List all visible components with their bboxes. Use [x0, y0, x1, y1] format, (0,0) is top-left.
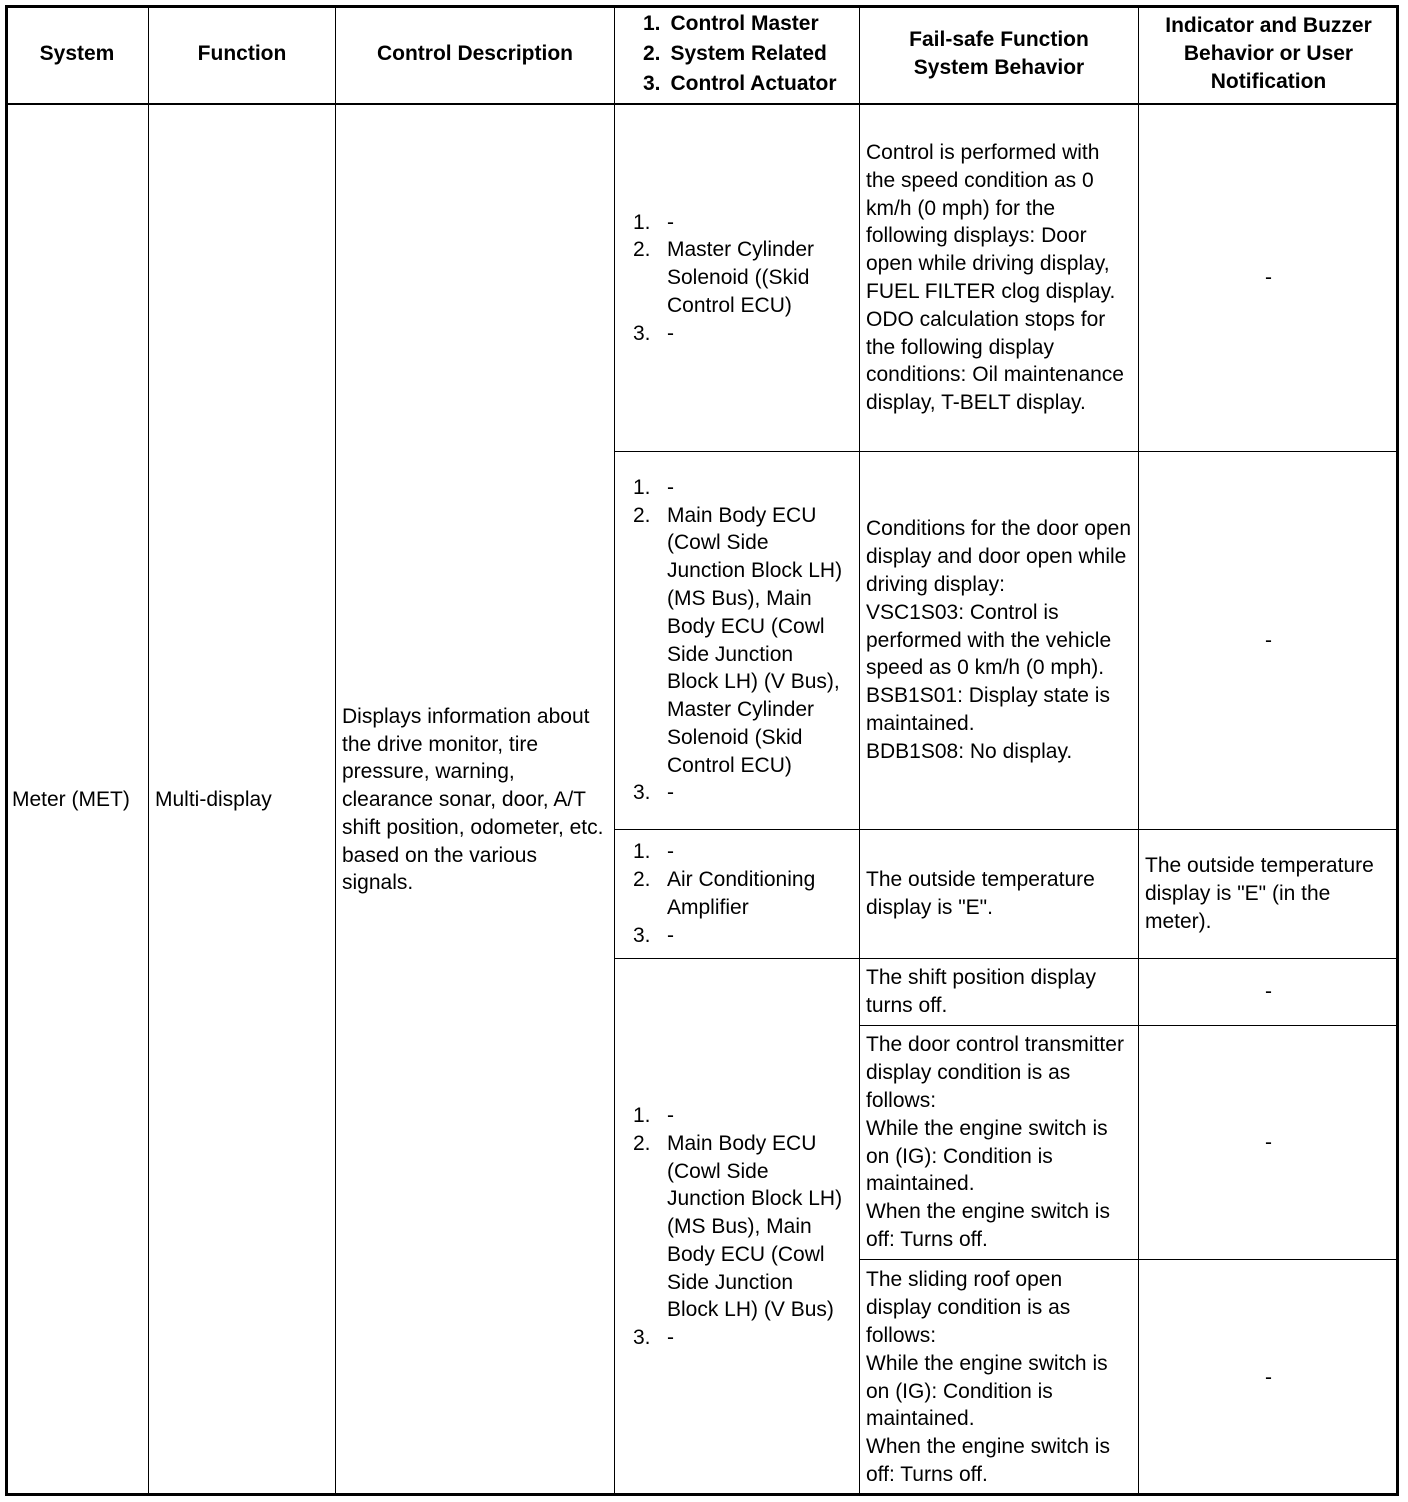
indicator-cell — [1139, 830, 1398, 958]
function-cell: Multi-display — [155, 788, 272, 812]
failsafe-line: The shift position display turns off. — [866, 966, 1096, 1017]
control-description-text: Displays information about the drive monitor, tire pressure, warning, clearance sonar, door, A/T shift position, odometer, etc. based on the various signals. — [342, 704, 604, 895]
header-system: System — [39, 42, 115, 66]
failsafe-line: Control is performed with the speed condition as 0 km/h (0 mph) for the following displays: Door open while driving display, FUEL FILTER clog display. — [866, 141, 1116, 303]
failsafe-cell — [860, 452, 1138, 829]
control-master: - — [667, 210, 674, 234]
failsafe-line: BDB1S08: No display. — [866, 739, 1073, 763]
failsafe-line: VSC1S03: Control is performed with the vehicle speed as 0 km/h (0 mph). — [866, 600, 1112, 680]
indicator-cell: - — [1265, 628, 1272, 652]
header-control-actuator: Control Actuator — [670, 72, 837, 95]
indicator-cell: - — [1265, 1365, 1272, 1389]
header-indicator: Indicator and Buzzer Behavior or User Notification — [1165, 14, 1372, 93]
system-related: Master Cylinder Solenoid ((Skid Control ECU) — [667, 238, 815, 317]
indicator-cell: - — [1265, 980, 1272, 1004]
control-list-cell: 1. - 2. Master Cylinder Solenoid ((Skid Control ECU) 3. - — [615, 105, 859, 451]
system-cell: Meter (MET) — [12, 788, 130, 812]
header-control-description: Control Description — [376, 42, 573, 66]
failsafe-line: Conditions for the door open display and door open while driving display: — [866, 517, 1132, 596]
failsafe-cell — [860, 959, 1138, 1025]
failsafe-line: While the engine switch is on (IG): Condition is maintained. — [866, 1351, 1108, 1431]
control-actuator: - — [667, 923, 674, 947]
failsafe-line: The sliding roof open display condition is as follows: — [866, 1268, 1071, 1347]
control-actuator: - — [667, 321, 674, 345]
system-related: Main Body ECU (Cowl Side Junction Block LH) (MS Bus), Main Body ECU (Cowl Side Junction Block LH) (V Bus) — [667, 1131, 843, 1322]
indicator-cell: - — [1265, 1130, 1272, 1154]
failsafe-line: When the engine switch is off: Turns off. — [866, 1435, 1110, 1486]
failsafe-line: ODO calculation stops for the following display conditions: Oil maintenance display, T-BELT display. — [866, 307, 1124, 415]
indicator-cell: - — [1265, 266, 1272, 290]
header-control-master: Control Master — [670, 12, 819, 35]
failsafe-cell — [860, 830, 1138, 958]
header-failsafe: Fail-safe Function System Behavior — [909, 28, 1089, 79]
failsafe-line: The door control transmitter display condition is as follows: — [866, 1033, 1124, 1112]
control-master: - — [667, 840, 674, 864]
header-control-list: 1. Control Master 2. System Related 3. Control Actuator — [615, 6, 859, 102]
header-function: Function — [197, 42, 287, 66]
failsafe-line: The outside temperature display is "E". — [866, 868, 1095, 919]
failsafe-cell — [860, 1260, 1138, 1495]
control-actuator: - — [667, 1326, 674, 1350]
control-list-cell: 1. - 2. Main Body ECU (Cowl Side Junction Block LH) (MS Bus), Main Body ECU (Cowl Side Junction Block LH) (V Bus), Master Cylinder Solenoid (Skid Control ECU) 3. - — [615, 452, 859, 829]
failsafe-cell — [860, 1026, 1138, 1259]
failsafe-line: When the engine switch is off: Turns off. — [866, 1200, 1110, 1251]
failsafe-cell — [860, 105, 1138, 451]
control-list-cell: 1. - 2. Air Conditioning Amplifier 3. - — [615, 830, 859, 958]
control-master: - — [667, 475, 674, 499]
indicator-text: The outside temperature display is "E" (in the meter). — [1145, 854, 1374, 933]
control-description-cell — [336, 105, 614, 1495]
control-actuator: - — [667, 781, 674, 805]
control-list-cell: 1. - 2. Main Body ECU (Cowl Side Junction Block LH) (MS Bus), Main Body ECU (Cowl Side Junction Block LH) (V Bus) 3. - — [615, 959, 859, 1495]
failsafe-line: BSB1S01: Display state is maintained. — [866, 684, 1110, 735]
system-related: Main Body ECU (Cowl Side Junction Block LH) (MS Bus), Main Body ECU (Cowl Side Junction Block LH) (V Bus), Master Cylinder Solenoid (Skid Control ECU) — [667, 503, 843, 777]
header-system-related: System Related — [670, 42, 827, 65]
system-related: Air Conditioning Amplifier — [667, 868, 816, 919]
failsafe-line: While the engine switch is on (IG): Condition is maintained. — [866, 1116, 1108, 1196]
control-master: - — [667, 1103, 674, 1127]
